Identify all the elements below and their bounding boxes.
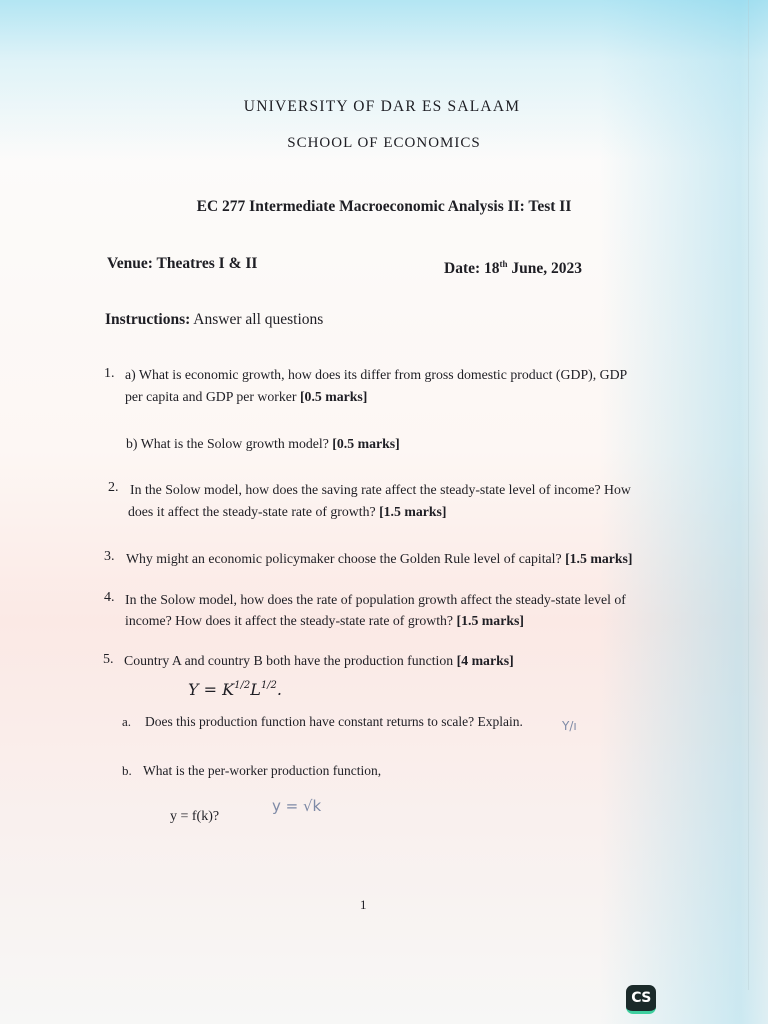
handwritten-note-2: y = √k	[272, 797, 322, 815]
question-5b-text: What is the per-worker production function,	[143, 763, 382, 778]
question-1a-marks: [0.5 marks]	[299, 389, 368, 404]
question-2-line-2	[128, 503, 447, 521]
question-1a-line-2	[125, 388, 367, 406]
venue-value: Theatres I & II	[156, 255, 258, 272]
production-function-formula	[188, 680, 282, 699]
question-5a-text: Does this production function have constant returns to scale? Explain.	[145, 714, 523, 729]
question-4-text: income? How does it affect the steady-state rate of growth?	[125, 613, 454, 628]
formula-exponent-k: 1/2	[234, 680, 251, 691]
course-title: EC 277 Intermediate Macroeconomic Analysis II: Test II	[196, 198, 572, 215]
per-worker-formula: y = f(k)?	[170, 809, 220, 824]
school-title: SCHOOL OF ECONOMICS	[287, 135, 481, 151]
question-1b	[126, 435, 400, 453]
question-2-number: 2.	[108, 480, 119, 495]
question-3-line-1	[126, 550, 633, 568]
date-day: 18	[484, 260, 500, 277]
venue	[107, 255, 257, 273]
formula-end: .	[276, 680, 282, 699]
university-title: UNIVERSITY OF DAR ES SALAAM	[243, 98, 521, 115]
question-5b-label: b.	[122, 763, 132, 778]
formula-lhs: Y = K	[188, 680, 235, 699]
camscanner-logo-icon: CS	[626, 985, 656, 1014]
question-5a-label: a.	[122, 714, 132, 729]
instructions-text: Answer all questions	[193, 311, 324, 328]
question-5-line-1	[124, 652, 514, 670]
question-1a-text: per capita and GDP per worker	[125, 389, 297, 404]
question-4-line-1: In the Solow model, how does the rate of population growth affect the steady-state level of	[125, 592, 626, 607]
question-5-number: 5.	[103, 652, 114, 667]
question-3-text: Why might an economic policymaker choose the Golden Rule level of capital?	[126, 551, 562, 566]
question-2-text: does it affect the steady-state rate of growth?	[128, 504, 376, 519]
question-2-line-1: In the Solow model, how does the saving rate affect the steady-state level of income? How	[130, 482, 631, 497]
date-rest: June, 2023	[511, 260, 583, 277]
handwritten-note-1: Y/ı	[562, 719, 577, 733]
instructions	[105, 311, 323, 329]
date-suffix: th	[499, 259, 508, 269]
question-1b-text: b) What is the Solow growth model?	[126, 436, 329, 451]
question-4-marks: [1.5 marks]	[456, 613, 524, 628]
formula-l: L	[250, 680, 261, 699]
question-5-marks: [4 marks]	[456, 653, 514, 668]
venue-label: Venue:	[107, 255, 153, 272]
question-1-number: 1.	[104, 366, 115, 381]
question-3-marks: [1.5 marks]	[565, 551, 633, 566]
instructions-label: Instructions:	[105, 311, 191, 328]
formula-exponent-l: 1/2	[260, 680, 277, 691]
question-3-number: 3.	[104, 549, 115, 564]
question-5-text: Country A and country B both have the production function	[124, 653, 454, 668]
page-number: 1	[360, 897, 367, 912]
question-1a-line-1: a) What is economic growth, how does its differ from gross domestic product (GDP), GDP	[125, 367, 628, 382]
question-1b-marks: [0.5 marks]	[332, 436, 400, 451]
question-4-line-2	[125, 612, 524, 630]
question-4-number: 4.	[104, 590, 115, 605]
exam-date	[444, 255, 582, 278]
question-2-marks: [1.5 marks]	[379, 504, 447, 519]
date-label: Date:	[444, 260, 481, 277]
